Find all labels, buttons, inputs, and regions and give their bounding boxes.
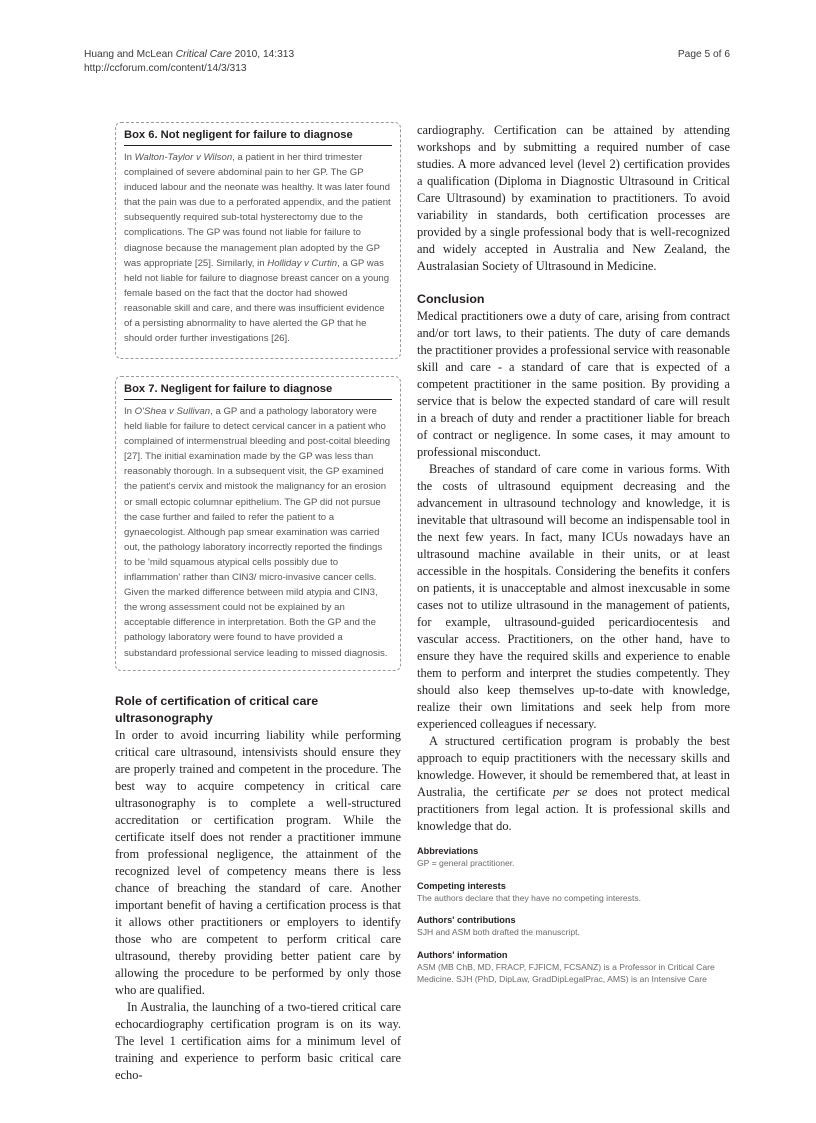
paragraph: In order to avoid incurring liability while performing critical care ultrasound, intensivists should ensure they are properly trained and competent in the procedure. The best way to acquire competency in critical care ultrasonography is to complete a well-structured accreditation or certification program. While the certificate itself does not render a practitioner immune from professional negligence, the attainment of the recognized level of competency means there is less chance of breaching the standard of care. Another important benefit of having a certification process is that it allows other practitioners or employers to identify those who are competent to perform critical care ultrasound, thereby providing better patient care by allowing the procedure to be performed by only those who are qualified.: [115, 728, 401, 997]
section-heading: Conclusion: [417, 292, 485, 306]
box-7-prefix: In: [124, 406, 135, 417]
paragraph: Breaches of standard of care come in various forms. With the costs of ultrasound equipment decreasing and the advancement in ultrasound technology and knowledge, it is inevitable that ultrasound will become an indispensable tool in the next few years. In fact, many ICUs nowadays have an ultrasound machine available in their units, or at least accessible in the hospitals. Considering the benefits it confers on patients, it is unacceptable and almost inexcusable in some cases not to utilize ultrasound in the management of patients, for example, ultrasound-guided pericardiocentesis and vascular access. Practitioners, on the other hand, have to ensure they have the required skills and experience to enable them to perform and interpret the studies competently. They should also keep themselves up-to-date with knowledge, realize their own limitations and seek help from more experienced colleagues if necessary.: [417, 462, 730, 731]
paragraph: In Australia, the launching of a two-tiered critical care echocardiography certification program is on its way. The level 1 certification aims for a minimum level of training and experience to perform basic critical care echo-: [115, 1000, 401, 1082]
box-6-text-1: , a patient in her third trimester complained of severe abdominal pain to her GP. The GP induced labour and the neonate was healthy. It was later found that the pain was due to a perforated appendix, and the patient subsequently required sub-total hysterectomy due to the complications. The GP was found not liable for failure to diagnose because the management plan adopted by the GP was appropriate [25]. Similarly, in: [124, 152, 391, 269]
header-journal: Critical Care: [175, 49, 232, 60]
box-6: [115, 122, 401, 359]
case-name: Walton-Taylor v Wilson: [134, 152, 233, 163]
back-matter-text: The authors declare that they have no competing interests.: [417, 892, 642, 903]
back-matter-text: SJH and ASM both drafted the manuscript.: [417, 927, 580, 937]
back-matter: [417, 845, 730, 986]
box-6-text-2: , a GP was held not liable for failure to diagnose breast cancer on a young female based on the fact that the doctor had showed reasonable skill and care, and there was insufficient evidence of a persisting abnormality to have alerted the GP that he should order further investigations [26].: [124, 257, 390, 345]
back-matter-text: ASM (MB ChB, MD, FRACP, FJFICM, FCSANZ) is a Professor in Critical Care Medicine. SJH (PhD, DipLaw, GradDipLegalPrac, AMS) is an Intensive Care: [417, 961, 715, 984]
header-url[interactable]: http://ccforum.com/content/14/3/313: [84, 63, 247, 74]
conclusion-section: [417, 291, 730, 835]
back-matter-heading: Authors' information: [417, 949, 508, 960]
certification-section: [115, 693, 401, 1084]
case-name: O'Shea v Sullivan: [134, 406, 211, 417]
paragraph: cardiography. Certification can be attained by attending workshops and by submitting a required number of case studies. A more advanced level (level 2) certification provides a qualification (Diploma in Diagnostic Ultrasound in Critical Care Ultrasound) by examination to practitioners. To avoid variability in standards, both certification processes are provided by a single professional body that is well-recognized and widely accepted in Australia and New Zealand, the Australasian Society of Ultrasound in Medicine.: [417, 123, 730, 273]
paragraph-text: does not protect medical practitioners from legal action. It is professional skills and knowledge that do.: [417, 785, 731, 833]
right-column: [417, 122, 730, 986]
back-matter-item: [417, 845, 730, 870]
back-matter-heading: Competing interests: [417, 880, 506, 891]
back-matter-item: [417, 914, 730, 939]
back-matter-text: GP = general practitioner.: [417, 858, 515, 868]
back-matter-heading: Abbreviations: [417, 846, 479, 856]
box-6-body: [124, 150, 392, 346]
back-matter-item: [417, 880, 730, 905]
back-matter-item: [417, 949, 730, 986]
case-name: Holliday v Curtin: [267, 257, 338, 269]
page-number: Page 5 of 6: [677, 49, 730, 60]
paragraph: Medical practitioners owe a duty of care, arising from contract and/or tort laws, to their patients. The duty of care demands the practitioner provides a professional service with reasonable skill and care - a standard of care that is expected of a competent practitioner in the same position. By providing a service that is below the expected standard of care will result in a breach of duty and render a practitioner liable for breach of contract or negligence. In some cases, it may amount to professional misconduct.: [417, 309, 730, 459]
back-matter-heading: Authors' contributions: [417, 915, 516, 925]
left-column: [115, 122, 401, 1084]
box-7: [115, 376, 401, 671]
emphasis: per se: [552, 785, 588, 799]
paragraph-text: A structured certification program is probably the best approach to equip practitioners with the necessary skills and knowledge. However, it should be remembered that, at least in Australia, the certificate: [417, 734, 730, 799]
box-7-text-1: , a GP and a pathology laboratory were held liable for failure to detect cervical cancer in a patient who complained of intermenstrual bleeding and post-coital bleeding [27]. The initial examination made by the GP was less than reasonably thorough. In a subsequent visit, the GP examined the patient's cervix and mistook the malignancy for an erosion or small ectopic columnar epithelium. The GP did not pursue the case further and failed to refer the patient to a gynaecologist. Although pap smear examination was carried out, the pathology laboratory incorrectly reported the findings to be 'mild squamous atypical cells possibly due to inflammation' rather than CIN3/ micro-invasive cancer cells. Given the marked difference between mild atypia and CIN3, the wrong assessment could not be explained by an acceptable difference in interpretation. Both the GP and the pathology laboratory were found to have provided a substandard professional service leading to missed diagnosis.: [124, 406, 391, 659]
box-6-title: Box 6. Not negligent for failure to diagnose: [124, 128, 392, 146]
section-heading: Role of certification of critical care ultrasonography: [115, 694, 319, 725]
box-7-title: Box 7. Negligent for failure to diagnose: [124, 382, 392, 400]
header-authors: Huang and McLean: [84, 49, 176, 60]
header-citation: [84, 48, 294, 76]
header-volume: 2010, 14:313: [231, 49, 295, 60]
box-6-prefix: In: [124, 152, 135, 163]
paragraph: [417, 733, 730, 835]
box-7-body: [124, 404, 392, 661]
